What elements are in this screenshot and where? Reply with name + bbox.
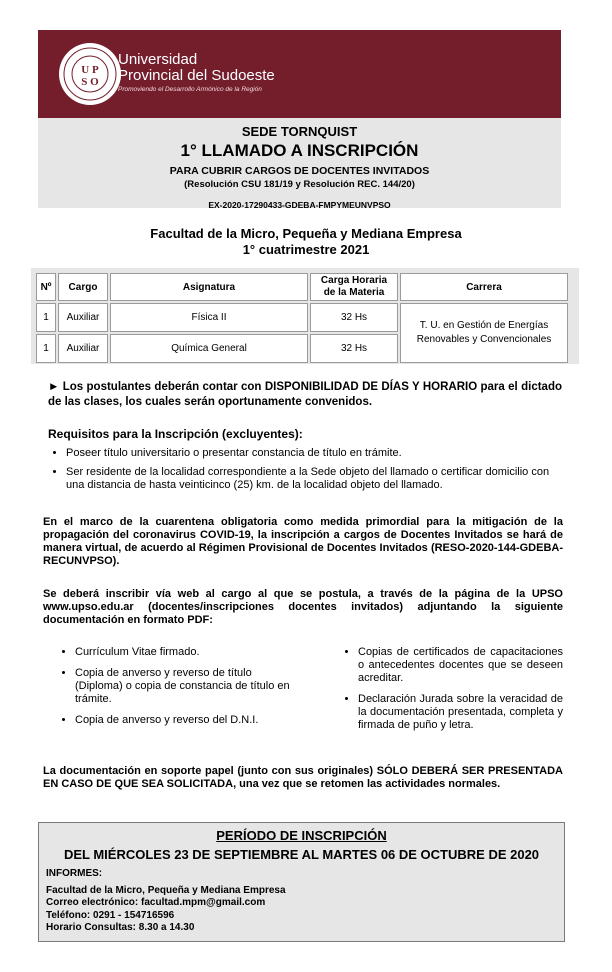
cell-n: 1 bbox=[36, 303, 56, 332]
availability-note: ► Los postulantes deberán contar con DISPONIBILIDAD DE DÍAS Y HORARIO para el dictado de las clases, los cuales serán oportunamente convenidos. bbox=[48, 381, 562, 408]
list-item: • Poseer título universitario o presentar constancia de título en trámite. bbox=[66, 447, 562, 460]
carrera-line1: T. U. en Gestión de Energías bbox=[419, 320, 549, 331]
list-item: • Copia de anverso y reverso de título (Diploma) o copia de constancia de título en trámite. bbox=[75, 667, 292, 706]
list-item: • Currículum Vitae firmado. bbox=[75, 646, 292, 659]
docs-right-list bbox=[343, 646, 563, 732]
table-row bbox=[36, 303, 568, 332]
call-subtitle: PARA CUBRIR CARGOS DE DOCENTES INVITADOS bbox=[169, 165, 430, 177]
header-asignatura: Asignatura bbox=[110, 273, 308, 301]
positions-table bbox=[34, 271, 570, 365]
call-box bbox=[38, 118, 561, 208]
header-carga-line1: Carga Horaria bbox=[320, 275, 388, 286]
cell-asignatura: Física II bbox=[110, 303, 308, 332]
period-dates: DEL MIÉRCOLES 23 DE SEPTIEMBRE AL MARTES 06 DE OCTUBRE DE 2020 bbox=[63, 847, 540, 862]
faculty-term: 1° cuatrimestre 2021 bbox=[242, 242, 370, 257]
call-title: 1° LLAMADO A INSCRIPCIÓN bbox=[180, 141, 419, 160]
contact-hours: Horario Consultas: 8.30 a 14.30 bbox=[46, 922, 195, 933]
contact-faculty: Facultad de la Micro, Pequeña y Mediana Empresa bbox=[46, 884, 286, 896]
university-line-2: Provincial del Sudoeste bbox=[118, 67, 275, 84]
requirements-title: Requisitos para la Inscripción (excluyentes): bbox=[48, 427, 303, 441]
contact-info bbox=[46, 868, 564, 935]
call-resolution: (Resolución CSU 181/19 y Resolución REC. 144/20) bbox=[184, 179, 415, 190]
web-paragraph: Se deberá inscribir vía web al cargo al que se postula, a través de la página de la UPSO www.upso.edu.ar (docentes/inscripciones docentes invitados) adjuntando la siguiente documentación en formato PDF: bbox=[43, 588, 563, 626]
call-expediente: EX-2020-17290433-GDEBA-FMPYMEUNVPSO bbox=[208, 200, 391, 210]
list-item: • Ser residente de la localidad correspondiente a la Sede objeto del llamado o certificar domicilio con una distancia de hasta veinticinco (25) km. de la localidad objeto del llamado. bbox=[66, 466, 562, 492]
registration-period-box bbox=[38, 822, 565, 942]
cell-carrera bbox=[400, 303, 568, 363]
university-line-1: Universidad bbox=[118, 51, 198, 68]
docs-right-column bbox=[343, 646, 563, 740]
header-cargo: Cargo bbox=[58, 273, 108, 301]
cell-carga: 32 Hs bbox=[310, 334, 398, 363]
header-n: Nº bbox=[36, 273, 56, 301]
cell-n: 1 bbox=[36, 334, 56, 363]
faculty-name: Facultad de la Micro, Pequeña y Mediana Empresa bbox=[150, 226, 462, 241]
requirements-list bbox=[48, 447, 562, 492]
header-carga bbox=[310, 273, 398, 301]
covid-paragraph: En el marco de la cuarentena obligatoria como medida primordial para la mitigación de la propagación del coronavirus COVID-19, la inscripción a cargos de Docentes Invitados se hará de manera virtual, de acuerdo al Régimen Provisional de Docentes Invitados (RESO-2020-144-GDEBA-RECUNVPSO). bbox=[43, 516, 563, 567]
contact-phone: Teléfono: 0291 - 154716596 bbox=[46, 909, 175, 921]
positions-table-box bbox=[31, 268, 579, 364]
header-banner bbox=[38, 30, 561, 118]
list-item: • Declaración Jurada sobre la veracidad de la documentación presentada, completa y firmada de puño y letra. bbox=[358, 693, 563, 732]
informes-label: INFORMES: bbox=[46, 868, 103, 879]
upso-logo-icon bbox=[58, 42, 122, 106]
cell-asignatura: Química General bbox=[110, 334, 308, 363]
paper-paragraph: La documentación en soporte papel (junto con sus originales) SÓLO DEBERÁ SER PRESENTADA EN CASO DE QUE SEA SOLICITADA, una vez que se retomen las actividades normales. bbox=[43, 765, 563, 790]
list-item: • Copias de certificados de capacitaciones o antecedentes docentes que se deseen acreditar. bbox=[358, 646, 563, 685]
university-tagline: Promoviendo el Desarrollo Armónico de la Región bbox=[118, 86, 262, 93]
svg-text:U P: U P bbox=[81, 64, 99, 76]
faculty-heading bbox=[0, 226, 612, 258]
cell-carga: 32 Hs bbox=[310, 303, 398, 332]
requirements-section bbox=[48, 428, 562, 498]
period-title: PERÍODO DE INSCRIPCIÓN bbox=[216, 828, 387, 843]
cell-cargo: Auxiliar bbox=[58, 334, 108, 363]
svg-text:S O: S O bbox=[81, 76, 99, 88]
cell-cargo: Auxiliar bbox=[58, 303, 108, 332]
header-carga-line2: de la Materia bbox=[323, 287, 385, 298]
university-name bbox=[118, 52, 275, 84]
contact-email: Correo electrónico: facultad.mpm@gmail.com bbox=[46, 897, 266, 908]
sede-title: SEDE TORNQUIST bbox=[241, 124, 358, 139]
docs-left-column bbox=[60, 646, 292, 735]
docs-left-list bbox=[60, 646, 292, 727]
list-item: • Copia de anverso y reverso del D.N.I. bbox=[75, 714, 292, 727]
table-header-row bbox=[36, 273, 568, 301]
header-carrera: Carrera bbox=[400, 273, 568, 301]
carrera-line2: Renovables y Convencionales bbox=[416, 334, 552, 345]
